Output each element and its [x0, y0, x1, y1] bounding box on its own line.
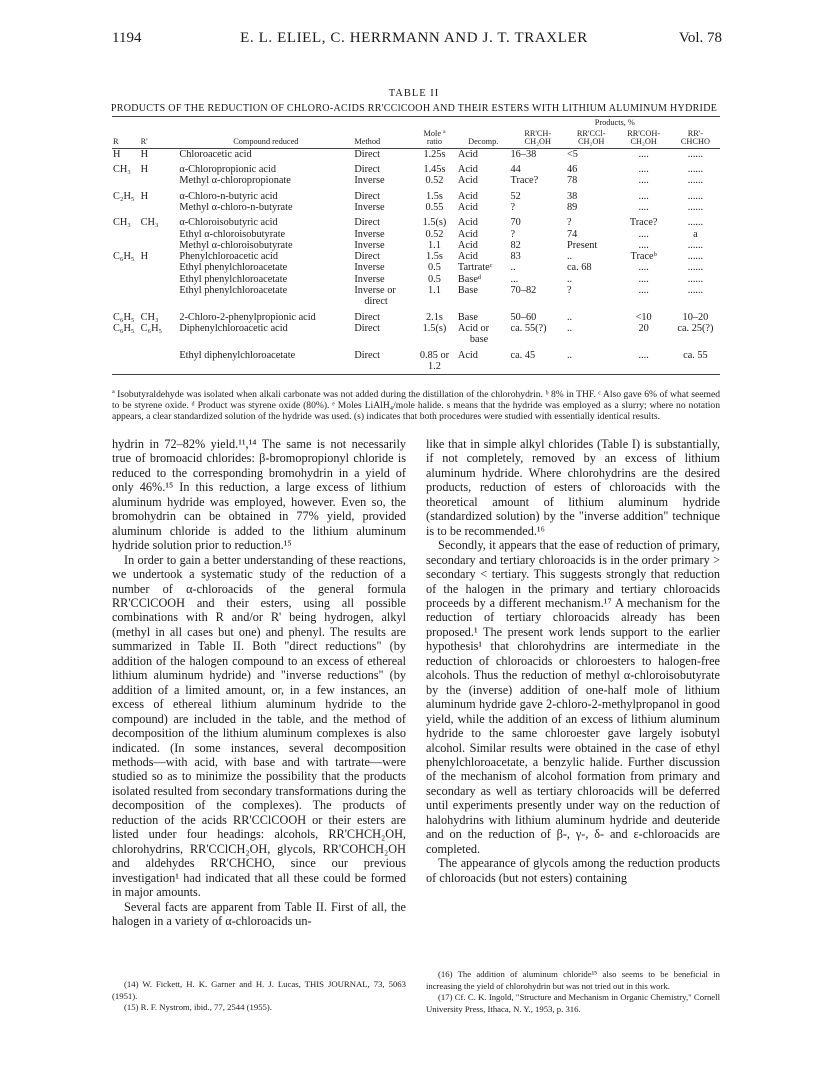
cell-glycol: ....	[638, 164, 649, 176]
cell-mole-ratio: 1.45s	[423, 164, 446, 176]
table-row	[112, 187, 720, 202]
cell-decomp: Acid	[457, 148, 478, 160]
volume-label: Vol. 78	[678, 30, 722, 46]
cell-method: Inverse	[354, 239, 385, 251]
cell-r: H	[113, 148, 121, 160]
cell-r-prime	[140, 202, 179, 213]
cell-r	[112, 274, 140, 285]
cell-compound: Methyl α-chloropropionate	[179, 175, 291, 187]
cell-r-prime: H	[140, 164, 149, 176]
cell-compound: Phenylchloroacetic acid	[179, 251, 278, 263]
cell-alcohol: 44	[510, 164, 521, 176]
results-table	[112, 116, 720, 375]
cell-glycol: Traceᵇ	[630, 251, 657, 263]
cell-aldehyde: ca. 25(?)	[677, 322, 714, 334]
paragraph: Secondly, it appears that the ease of reduction of primary, secondary and tertiary chloroacids is in the order primary > secondary < tertiary. This suggests strongly that reduction of the halogen in the primary and tertiary chloroacids proceeds by a different mechanism.¹⁷ A mechanism for the reduction of tertiary chloroacids already has been proposed.¹ The present work lends support to the earlier hypothesis¹ that chlorohydrins are intermediate in the reduction of chloroacids or chloroesters to halogen-free alcohols. Thus the reduction of methyl α-chloroisobutyrate by the (inverse) addition of one-half mole of lithium aluminum hydride gave 2-chloro-2-methylpropanol in good yield, while the addition of an excess of lithium aluminum hydride to the same chloroester gave largely isobutyl alcohol. Similar results were obtained in the case of ethyl phenylchloroacetate, a benzylic halide. Further discussion of the mechanism of alcohol formation from primary and secondary as well as tertiary chloroacids will be deferred until experiments presently under way on the reduction of halohydrins with lithium aluminum hydride and deuteride and on the reduction of β-, γ-, δ- and ε-chloroacids are completed.	[426, 538, 720, 856]
footnotes-right	[426, 969, 720, 1015]
cell-decomp: Acid	[457, 175, 478, 187]
table-row	[112, 274, 720, 285]
table-row	[112, 240, 720, 251]
cell-alcohol: 70–82	[510, 285, 537, 297]
cell-aldehyde: ......	[687, 217, 704, 229]
cell-r-prime	[140, 240, 179, 251]
cell-chlorohydrin: 78	[566, 175, 578, 187]
table-row	[112, 160, 720, 175]
cell-r-prime: H	[140, 251, 149, 263]
cell-r-prime: C₆H₅	[140, 322, 163, 334]
cell-mole-ratio: 1.1	[428, 285, 441, 297]
cell-aldehyde: ......	[687, 201, 704, 213]
cell-compound: Ethyl phenylchloroacetate	[179, 285, 288, 297]
cell-method: Inverse	[354, 273, 385, 285]
running-header-authors: E. L. ELIEL, C. HERRMANN AND J. T. TRAXLER	[240, 30, 588, 46]
cell-method: Direct	[354, 190, 381, 202]
cell-r: C₂H₅	[113, 190, 135, 202]
products-header: Products, %	[510, 117, 720, 129]
cell-method: Inverse	[354, 228, 385, 240]
table-row	[112, 202, 720, 213]
cell-glycol: ....	[638, 175, 649, 187]
cell-alcohol: Trace?	[510, 175, 539, 187]
cell-r	[112, 240, 140, 251]
table-row	[112, 323, 720, 346]
cell-compound: Ethyl phenylchloroacetate	[179, 262, 288, 274]
cell-glycol: ....	[638, 190, 649, 202]
col-method: Method	[353, 129, 412, 149]
table-label: TABLE II	[388, 88, 440, 99]
table-row	[112, 262, 720, 273]
cell-r: C₆H₅	[113, 251, 135, 263]
cell-mole-ratio: 1.1	[428, 239, 441, 251]
col-r: R	[112, 129, 140, 149]
cell-r-prime: CH₃	[140, 217, 159, 229]
cell-aldehyde: ......	[687, 164, 704, 176]
body-column-left	[112, 437, 406, 928]
cell-aldehyde: ......	[687, 251, 704, 263]
cell-mole-ratio: 0.5	[428, 262, 441, 274]
cell-method: Inverse or direct	[354, 285, 396, 308]
cell-glycol: Trace?	[629, 217, 658, 229]
cell-compound: α-Chloro-n-butyric acid	[179, 190, 278, 202]
cell-alcohol: 82	[510, 239, 521, 251]
col-glycol: RR'COH- CH₂OH	[616, 129, 670, 149]
col-r-prime: R'	[140, 129, 179, 149]
cell-method: Inverse	[354, 201, 385, 213]
cell-r	[112, 285, 140, 308]
cell-mole-ratio: 0.5	[428, 273, 441, 285]
col-decomp: Decomp.	[457, 129, 510, 149]
col-alcohol: RR'CH- CH₂OH	[510, 129, 566, 149]
cell-compound: Methyl α-chloroisobutyrate	[179, 239, 293, 251]
cell-glycol: ....	[638, 239, 649, 251]
cell-r	[112, 202, 140, 213]
cell-alcohol: 16–38	[510, 148, 537, 160]
cell-compound: α-Chloroisobutyric acid	[179, 217, 278, 229]
cell-method: Inverse	[354, 175, 385, 187]
paragraph: like that in simple alkyl chlorides (Table I) is substantially, if not completely, removed by an excess of lithium aluminum hydride. Where chlorohydrins are the desired products, reduction of esters of chloroacids with the theoretical amount of lithium aluminum hydride (standardized solution) by the "inverse addition" technique is to be recommended.¹⁶	[426, 437, 720, 538]
cell-mole-ratio: 0.55	[425, 201, 444, 213]
cell-r-prime: CH₃	[140, 311, 159, 323]
cell-aldehyde: ......	[687, 148, 704, 160]
cell-method: Direct	[354, 217, 381, 229]
cell-decomp: Acid	[457, 251, 478, 263]
cell-mole-ratio: 0.52	[425, 228, 444, 240]
cell-chlorohydrin: <5	[566, 148, 578, 160]
cell-alcohol: 70	[510, 217, 521, 229]
cell-glycol: ....	[638, 228, 649, 240]
cell-compound: Ethyl diphenylchloroacetate	[178, 346, 353, 375]
cell-alcohol: 83	[510, 251, 521, 263]
cell-aldehyde: ......	[687, 262, 704, 274]
table-footnotes: ª Isobutyraldehyde was isolated when alkali carbonate was not added during the distillation of the chlorohydrin. ᵇ 8% in THF. ᶜ Also gave 6% of what seemed to be styrene oxide. ᵈ Product was styrene oxide (80%). ᵉ Moles LiAlH₄/mole halide. s means that the hydride was employed as a slurry; where no notation appears, a clear standardized solution of the hydride was used. (s) indicates that both procedures were studied with essentially identical results.	[112, 389, 720, 423]
cell-chlorohydrin: 74	[566, 228, 578, 240]
cell-decomp: Base	[457, 285, 478, 297]
cell-mole-ratio: 1.5s	[426, 251, 443, 263]
cell-mole-ratio: 1.5s	[426, 190, 443, 202]
cell-glycol: ....	[638, 262, 649, 274]
paragraph: The appearance of glycols among the reduction products of chloroacids (but not esters) containing	[426, 856, 720, 885]
cell-method: Direct	[354, 251, 381, 263]
cell-r-prime	[140, 262, 179, 273]
cell-r: C₆H₅	[113, 322, 135, 334]
paragraph: hydrin in 72–82% yield.¹¹,¹⁴ The same is not necessarily true of bromoacid chlorides: β-bromopropionyl chloride is reduced to the corresponding bromohydrin in a yield of only 46%.¹⁵ In this reduction, a large excess of lithium aluminum hydride was employed, however. Even so, the bromohydrin can be obtained in 77% yield, provided aluminum chloride is added to the lithium aluminum hydride solution prior to reduction.¹⁵	[112, 437, 406, 553]
col-chlorohydrin: RR'CCl- CH₂OH	[566, 129, 616, 149]
cell-method: Direct	[354, 148, 381, 160]
cell-aldehyde: 10–20	[682, 311, 709, 323]
footnote: (16) The addition of aluminum chloride¹⁵ also seems to be beneficial in increasing the yield of chlorohydrin but was not tried out in this work.	[426, 969, 720, 991]
cell-chlorohydrin: 38	[566, 190, 578, 202]
cell-chlorohydrin: ca. 68	[566, 262, 592, 274]
cell-aldehyde: ca. 55	[671, 346, 720, 375]
cell-glycol: ....	[638, 273, 649, 285]
cell-decomp: Baseᵈ	[457, 273, 482, 285]
cell-mole-ratio: 0.85 or 1.2	[412, 346, 457, 375]
cell-mole-ratio: 1.5(s)	[422, 322, 447, 334]
cell-decomp: Acid	[457, 239, 478, 251]
cell-alcohol: ..	[510, 262, 516, 274]
paragraph: In order to gain a better understanding of these reactions, we undertook a systematic study of the reduction of a number of α-chloroacids of the general formula RR'CClCOOH and their esters, using all possible combinations with R and/or R' being hydrogen, alkyl (methyl in all cases but one) and phenyl. The results are summarized in Table II. Both "direct reductions" (by addition of the halogen compound to an excess of ethereal lithium aluminum hydride) and "inverse reductions" (by addition of a limited amount, or, in a few instances, an excess of ethereal lithium aluminum hydride to the compound) are included in the table, and the method of decomposition of the lithium aluminum complexes is also indicated. (In some instances, several decomposition methods—with acid, with base and with tartrate—were studied so as to minimize the possibility that the products isolated resulted from secondary transformations during the decomposition of the complexes). The products of reduction of the acids RR'CClCOOH or their esters are listed under four headings: alcohols, RR'CHCH₂OH, chlorohydrins, RR'CClCH₂OH, glycols, RR'COHCH₂OH and aldehydes RR'CHCHO, since our previous investigation¹ had indicated that all these could be formed in major amounts.	[112, 552, 406, 900]
cell-alcohol: ...	[510, 273, 519, 285]
cell-alcohol: ?	[510, 228, 516, 240]
cell-decomp: Acid or base	[457, 322, 490, 346]
cell-r: CH₃	[113, 164, 131, 176]
footnote: (17) Cf. C. K. Ingold, "Structure and Mechanism in Organic Chemistry," Cornell University Press, Ithaca, N. Y., 1953, p. 316.	[426, 992, 720, 1014]
cell-chlorohydrin: 46	[566, 164, 578, 176]
cell-aldehyde: ......	[687, 239, 704, 251]
footnote: (15) R. F. Nystrom, ibid., 77, 2544 (1955).	[124, 1002, 272, 1012]
cell-r-prime: H	[140, 148, 149, 160]
cell-method: Direct	[354, 164, 381, 176]
cell-chlorohydrin: ..	[566, 311, 573, 323]
cell-compound: Ethyl α-chloroisobutyrate	[179, 228, 286, 240]
cell-decomp: Acid	[457, 164, 478, 176]
cell-r-prime	[140, 274, 179, 285]
cell-alcohol: 50–60	[510, 311, 537, 323]
cell-r-prime	[140, 229, 179, 240]
table-row	[112, 308, 720, 323]
cell-compound: 2-Chloro-2-phenylpropionic acid	[179, 311, 316, 323]
cell-decomp: Acid	[457, 201, 478, 213]
cell-mole-ratio: 1.5(s)	[422, 217, 447, 229]
cell-compound: Diphenylchloroacetic acid	[179, 322, 288, 334]
table-row	[112, 285, 720, 308]
col-aldehyde: RR'- CHCHO	[671, 129, 720, 149]
cell-alcohol: ca. 55(?)	[510, 322, 547, 334]
cell-glycol: ....	[638, 285, 649, 297]
cell-mole-ratio: 1.25s	[423, 148, 446, 160]
cell-chlorohydrin: ?	[566, 285, 572, 297]
cell-r-prime: H	[140, 190, 149, 202]
cell-r	[112, 175, 140, 186]
cell-glycol: <10	[635, 311, 652, 323]
cell-method: Direct	[353, 346, 412, 375]
cell-chlorohydrin: ..	[566, 251, 573, 263]
cell-glycol: ....	[638, 148, 649, 160]
cell-aldehyde: a	[693, 228, 698, 240]
cell-aldehyde: ......	[687, 175, 704, 187]
cell-chlorohydrin: ..	[566, 346, 616, 375]
cell-r-prime	[140, 346, 179, 375]
table-row	[112, 229, 720, 240]
cell-mole-ratio: 2.1s	[426, 311, 443, 323]
footnote: (14) W. Fickett, H. K. Garner and H. J. Lucas, THIS JOURNAL, 73, 5063 (1951).	[112, 979, 406, 1001]
cell-chlorohydrin: ..	[566, 322, 573, 334]
footnotes-left	[112, 979, 406, 1014]
cell-decomp: Acid	[457, 190, 478, 202]
cell-glycol: 20	[638, 322, 649, 334]
cell-decomp: Acid	[457, 228, 478, 240]
cell-decomp: Tartrateᶜ	[457, 262, 493, 274]
cell-glycol: ....	[638, 201, 649, 213]
page-number: 1194	[112, 30, 142, 46]
cell-compound: Ethyl phenylchloroacetate	[179, 273, 288, 285]
cell-chlorohydrin: Present	[566, 239, 598, 251]
cell-r	[112, 229, 140, 240]
cell-alcohol: ?	[510, 201, 516, 213]
table-row	[112, 175, 720, 186]
cell-r	[112, 262, 140, 273]
paragraph: Several facts are apparent from Table II. First of all, the halogen in a variety of α-chloroacids un-	[112, 899, 406, 928]
cell-alcohol: ca. 45	[510, 346, 566, 375]
cell-decomp: Acid	[457, 217, 478, 229]
body-column-right	[426, 437, 720, 885]
cell-aldehyde: ......	[687, 273, 704, 285]
cell-decomp: Acid	[457, 346, 510, 375]
table-row	[112, 346, 720, 375]
cell-r: CH₃	[113, 217, 131, 229]
table-row	[112, 251, 720, 262]
cell-r	[112, 346, 140, 375]
cell-compound: Methyl α-chloro-n-butyrate	[179, 201, 293, 213]
table-caption: PRODUCTS OF THE REDUCTION OF CHLORO-ACIDS RR'CClCOOH AND THEIR ESTERS WITH LITHIUM ALUMINUM HYDRIDE	[110, 103, 718, 114]
cell-decomp: Base	[457, 311, 478, 323]
cell-compound: α-Chloropropionic acid	[179, 164, 276, 176]
cell-r-prime	[140, 175, 179, 186]
table-row	[112, 148, 720, 160]
cell-chlorohydrin: 89	[566, 201, 578, 213]
cell-chlorohydrin: ?	[566, 217, 572, 229]
cell-compound: Chloroacetic acid	[179, 148, 252, 160]
cell-aldehyde: ......	[687, 285, 704, 297]
cell-alcohol: 52	[510, 190, 521, 202]
cell-r-prime	[140, 285, 179, 308]
col-compound: Compound reduced	[178, 129, 353, 149]
cell-method: Direct	[354, 322, 381, 334]
cell-r: C₆H₅	[113, 311, 135, 323]
cell-glycol: ....	[616, 346, 670, 375]
cell-method: Inverse	[354, 262, 385, 274]
col-mole-ratio: Mole ª ratio	[412, 129, 457, 149]
cell-chlorohydrin: ..	[566, 273, 573, 285]
cell-mole-ratio: 0.52	[425, 175, 444, 187]
cell-method: Direct	[354, 311, 381, 323]
table-row	[112, 213, 720, 228]
cell-aldehyde: ......	[687, 190, 704, 202]
